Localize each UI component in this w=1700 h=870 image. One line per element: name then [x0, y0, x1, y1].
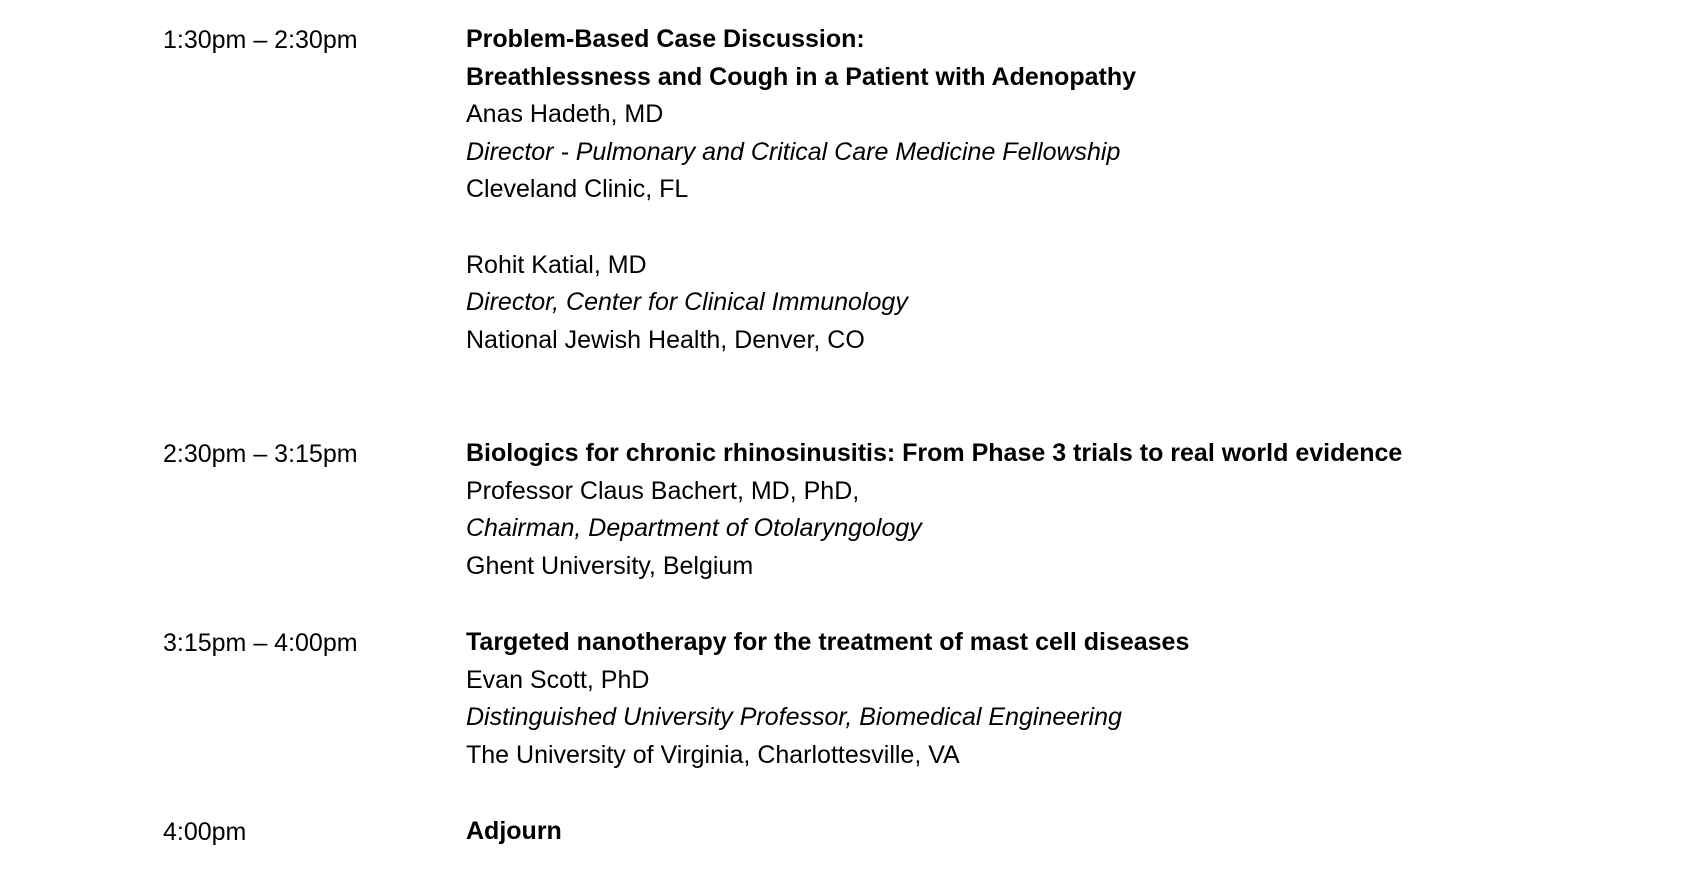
- session-block: [466, 435, 1666, 585]
- session-title: Adjourn: [466, 817, 562, 845]
- session-time: 1:30pm – 2:30pm: [163, 26, 358, 54]
- session-title: Biologics for chronic rhinosinusitis: From Phase 3 trials to real world evidence: [466, 439, 1403, 467]
- speaker-role: Director, Center for Clinical Immunology: [466, 288, 908, 317]
- spacer: [466, 209, 1666, 247]
- speaker-affiliation: National Jewish Health, Denver, CO: [466, 325, 865, 354]
- speaker-name: Anas Hadeth, MD: [466, 100, 664, 129]
- speaker-name: Rohit Katial, MD: [466, 250, 647, 279]
- session-title-line: Breathlessness and Cough in a Patient with Adenopathy: [466, 62, 1137, 91]
- session-block: [466, 624, 1666, 774]
- session-title-line: Problem-Based Case Discussion:: [466, 25, 865, 53]
- session-block: [466, 21, 1666, 359]
- session-time: 4:00pm: [163, 818, 247, 846]
- session-block: [466, 813, 1666, 851]
- session-time: 2:30pm – 3:15pm: [163, 440, 358, 468]
- speaker-affiliation: Ghent University, Belgium: [466, 551, 754, 580]
- speaker-name: Evan Scott, PhD: [466, 665, 650, 694]
- speaker-role: Distinguished University Professor, Biomedical Engineering: [466, 703, 1122, 732]
- speaker-affiliation: Cleveland Clinic, FL: [466, 175, 689, 204]
- speaker-role: Director - Pulmonary and Critical Care Medicine Fellowship: [466, 137, 1121, 166]
- speaker-role: Chairman, Department of Otolaryngology: [466, 514, 922, 543]
- session-time: 3:15pm – 4:00pm: [163, 629, 358, 657]
- speaker-name: Professor Claus Bachert, MD, PhD,: [466, 476, 860, 505]
- session-title: Targeted nanotherapy for the treatment of mast cell diseases: [466, 628, 1190, 656]
- speaker-affiliation: The University of Virginia, Charlottesville, VA: [466, 740, 960, 769]
